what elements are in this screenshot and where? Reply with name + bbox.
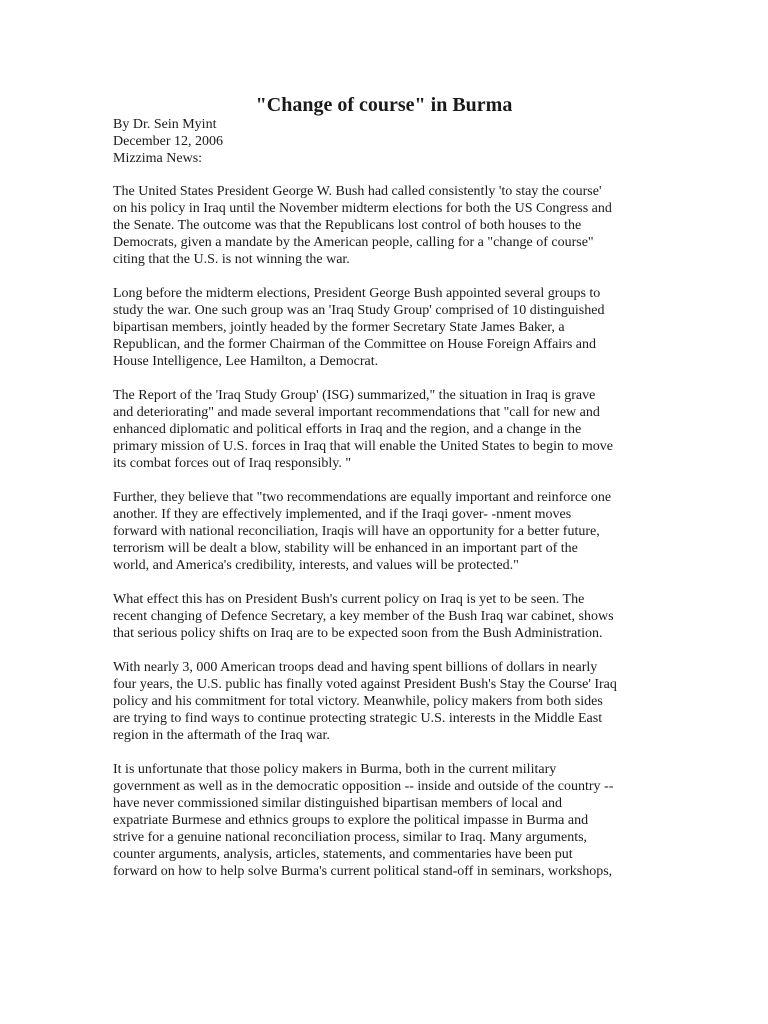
text-line: citing that the U.S. is not winning the war. [113,252,350,267]
text-line: the Senate. The outcome was that the Republicans lost control of both houses to the [113,218,582,233]
source-line: Mizzima News: [113,151,203,166]
text-line: counter arguments, analysis, articles, statements, and commentaries have been put [113,847,573,862]
date-line: December 12, 2006 [113,134,224,149]
article-title: "Change of course" in Burma [255,94,513,116]
paragraph-6 [113,659,665,744]
text-line: forward on how to help solve Burma's current political stand-off in seminars, workshops, [113,864,613,879]
text-line: and deteriorating" and made several important recommendations that "call for new and [113,405,600,420]
text-line: study the war. One such group was an 'Iraq Study Group' comprised of 10 distinguished [113,303,605,318]
text-line: region in the aftermath of the Iraq war. [113,728,330,743]
author-line: By Dr. Sein Myint [113,117,217,132]
text-line: government as well as in the democratic opposition -- inside and outside of the country -- [113,779,614,794]
paragraph-3 [113,387,665,472]
text-line: Further, they believe that "two recommendations are equally important and reinforce one [113,490,612,505]
text-line: strive for a genuine national reconciliation process, similar to Iraq. Many arguments, [113,830,588,845]
text-line: bipartisan members, jointly headed by the former Secretary State James Baker, a [113,320,565,335]
text-line: have never commissioned similar distinguished bipartisan members of local and [113,796,563,811]
text-line: Republican, and the former Chairman of the Committee on House Foreign Affairs and [113,337,597,352]
text-line: another. If they are effectively implemented, and if the Iraqi gover- -nment moves [113,507,572,522]
paragraph-7 [113,761,665,880]
text-line: policy and his commitment for total victory. Meanwhile, policy makers from both sides [113,694,603,709]
paragraph-1 [113,183,665,268]
text-line: What effect this has on President Bush's current policy on Iraq is yet to be seen. The [113,592,585,607]
text-line: four years, the U.S. public has finally voted against President Bush's Stay the Course' Iraq [113,677,617,692]
paragraph-5 [113,591,665,642]
text-line: The Report of the 'Iraq Study Group' (ISG) summarized," the situation in Iraq is grave [113,388,596,403]
text-line: forward with national reconciliation, Iraqis will have an opportunity for a better future, [113,524,600,539]
text-line: its combat forces out of Iraq responsibly. " [113,456,352,471]
text-line: recent changing of Defence Secretary, a key member of the Bush Iraq war cabinet, shows [113,609,614,624]
text-line: House Intelligence, Lee Hamilton, a Democrat. [113,354,379,369]
text-line: that serious policy shifts on Iraq are to be expected soon from the Bush Administration. [113,626,603,641]
text-line: It is unfortunate that those policy makers in Burma, both in the current military [113,762,557,777]
paragraph-2 [113,285,665,370]
text-line: on his policy in Iraq until the November midterm elections for both the US Congress and [113,201,612,216]
text-line: world, and America's credibility, interests, and values will be protected." [113,558,519,573]
text-line: terrorism will be dealt a blow, stability will be enhanced in an important part of the [113,541,578,556]
text-line: primary mission of U.S. forces in Iraq that will enable the United States to begin to move [113,439,614,454]
article-body [113,183,665,897]
text-line: Democrats, given a mandate by the American people, calling for a "change of course" [113,235,594,250]
text-line: The United States President George W. Bush had called consistently 'to stay the course' [113,184,602,199]
text-line: are trying to find ways to continue protecting strategic U.S. interests in the Middle East [113,711,603,726]
paragraph-4 [113,489,665,574]
text-line: With nearly 3, 000 American troops dead and having spent billions of dollars in nearly [113,660,598,675]
text-line: expatriate Burmese and ethnics groups to explore the political impasse in Burma and [113,813,589,828]
text-line: enhanced diplomatic and political efforts in Iraq and the region, and a change in the [113,422,582,437]
text-line: Long before the midterm elections, President George Bush appointed several groups to [113,286,601,301]
byline [113,116,673,167]
